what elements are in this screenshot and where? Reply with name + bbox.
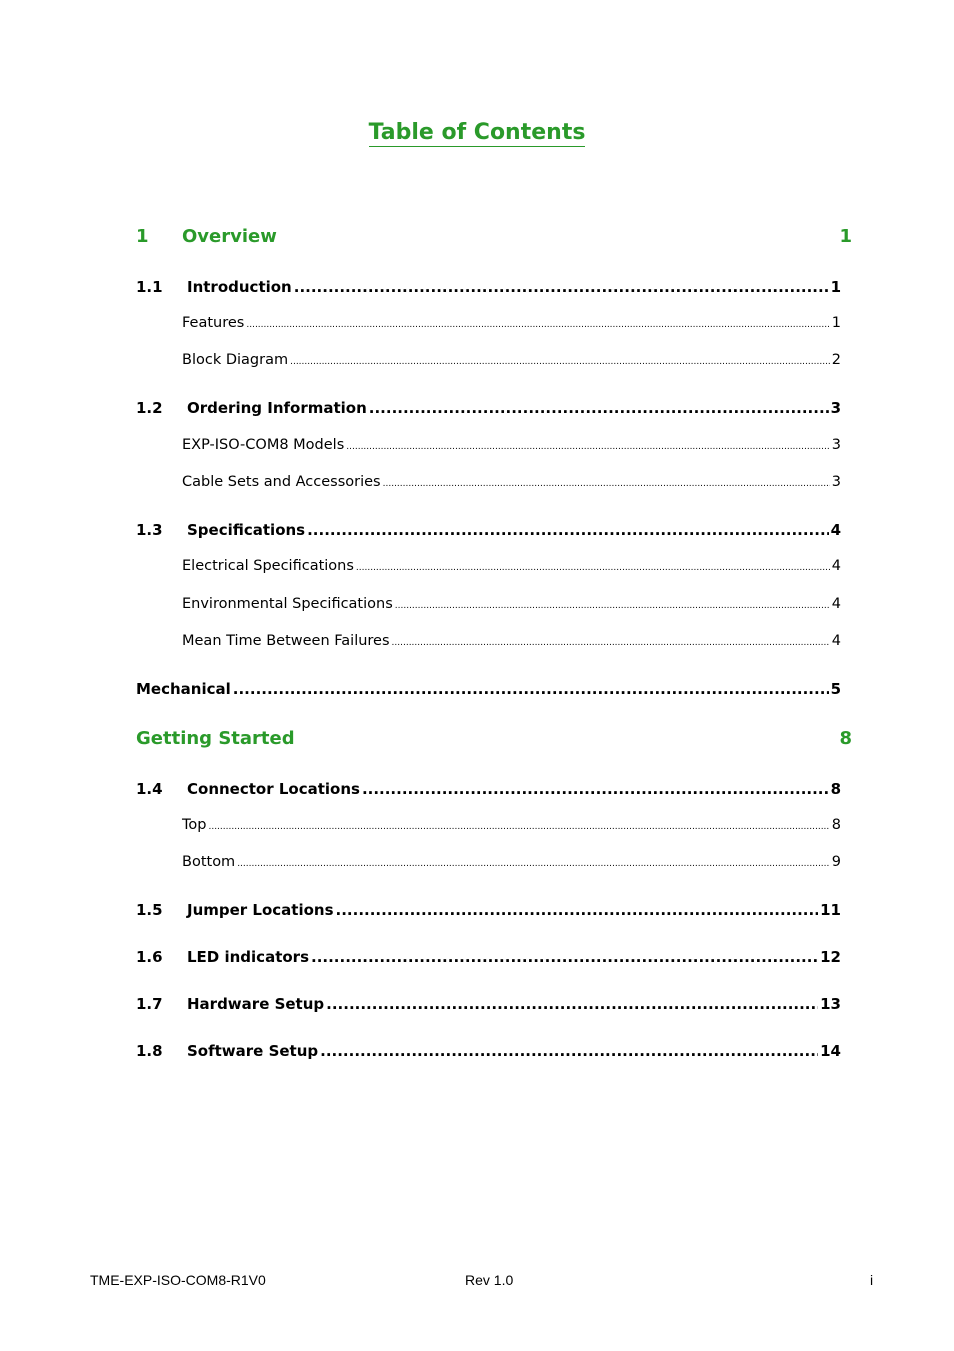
- toc-section-ordering-information[interactable]: 1.2 Ordering Information ..... 3: [136, 399, 841, 417]
- toc-chapter-overview[interactable]: 1 Overview 1: [136, 226, 852, 247]
- toc-entry-mtbf[interactable]: Mean Time Between Failures ..... 4: [182, 633, 841, 649]
- footer-doc-id: TME-EXP-ISO-COM8-R1V0: [90, 1272, 266, 1288]
- toc-entry-cable-sets[interactable]: Cable Sets and Accessories ..... 3: [182, 474, 841, 490]
- toc-entry-top[interactable]: Top ..... 8: [182, 817, 841, 833]
- toc-entry-block-diagram[interactable]: Block Diagram ..... 2: [182, 352, 841, 368]
- toc-section-specifications[interactable]: 1.3 Specifications ..... 4: [136, 521, 841, 539]
- toc-entry-bottom[interactable]: Bottom ..... 9: [182, 854, 841, 870]
- toc-entry-models[interactable]: EXP-ISO-COM8 Models ..... 3: [182, 437, 841, 453]
- toc-entry-electrical[interactable]: Electrical Specifications ..... 4: [182, 558, 841, 574]
- toc-chapter-getting-started[interactable]: Getting Started 8: [136, 728, 852, 749]
- toc-entry-environmental[interactable]: Environmental Specifications ..... 4: [182, 596, 841, 612]
- toc-section-software-setup[interactable]: 1.8 Software Setup ..... 14: [136, 1042, 841, 1060]
- toc-section-hardware-setup[interactable]: 1.7 Hardware Setup ..... 13: [136, 995, 841, 1013]
- toc-section-connector-locations[interactable]: 1.4 Connector Locations ..... 8: [136, 780, 841, 798]
- footer-revision: Rev 1.0: [465, 1272, 514, 1288]
- footer-page-number: i: [870, 1272, 874, 1288]
- toc-entry-features[interactable]: Features ..... 1: [182, 315, 841, 331]
- toc-section-introduction[interactable]: 1.1 Introduction ..... 1: [136, 278, 841, 296]
- toc-section-led-indicators[interactable]: 1.6 LED indicators ..... 12: [136, 948, 841, 966]
- toc-section-jumper-locations[interactable]: 1.5 Jumper Locations ..... 11: [136, 901, 841, 919]
- toc-section-mechanical[interactable]: Mechanical ..... 5: [136, 680, 841, 698]
- page-title: Table of Contents: [368, 120, 586, 145]
